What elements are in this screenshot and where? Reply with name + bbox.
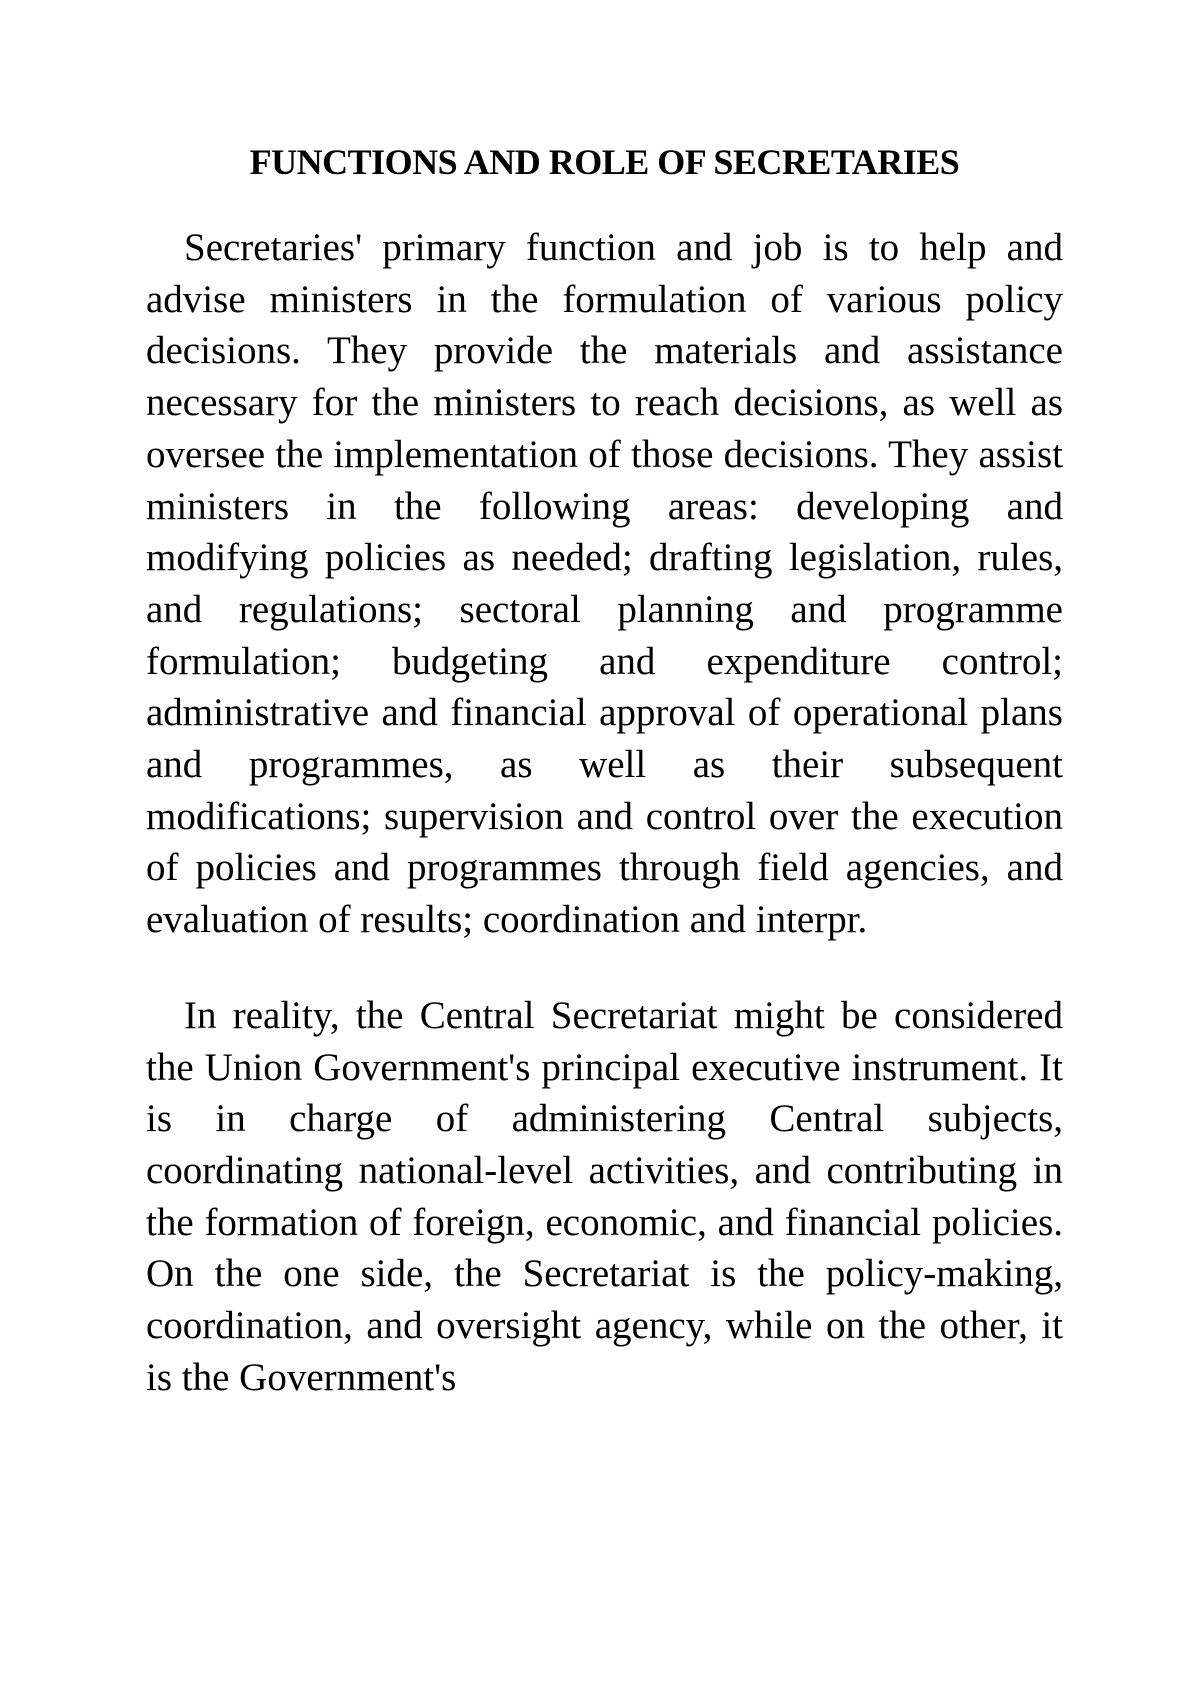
document-title: FUNCTIONS AND ROLE OF SECRETARIES <box>249 142 960 182</box>
paragraph-central-secretariat: In reality, the Central Secretariat might be considered the Union Government's principal executive instrument. It is in charge of administering Central subjects, coordinating national-level activities, and contributing in the formation of foreign, economic, and financial policies. On the one side, the Secretariat is the policy-making, coordination, and oversight agency, while on the other, it is the Government's <box>146 993 1063 1399</box>
paragraph-secretaries-function: Secretaries' primary function and job is to help and advise ministers in the formulation of various policy decisions. They provide the materials and assistance necessary for the ministers to reach decisions, as well as oversee the implementation of those decisions. They assist ministers in the following areas: developing and modifying policies as needed; drafting legislation, rules, and regulations; sectoral planning and programme formulation; budgeting and expenditure control; administrative and financial approval of operational plans and programmes, as well as their subsequent modifications; supervision and control over the execution of policies and programmes through field agencies, and evaluation of results; coordination and interpr. <box>146 226 1063 942</box>
document-page <box>146 138 1063 1447</box>
